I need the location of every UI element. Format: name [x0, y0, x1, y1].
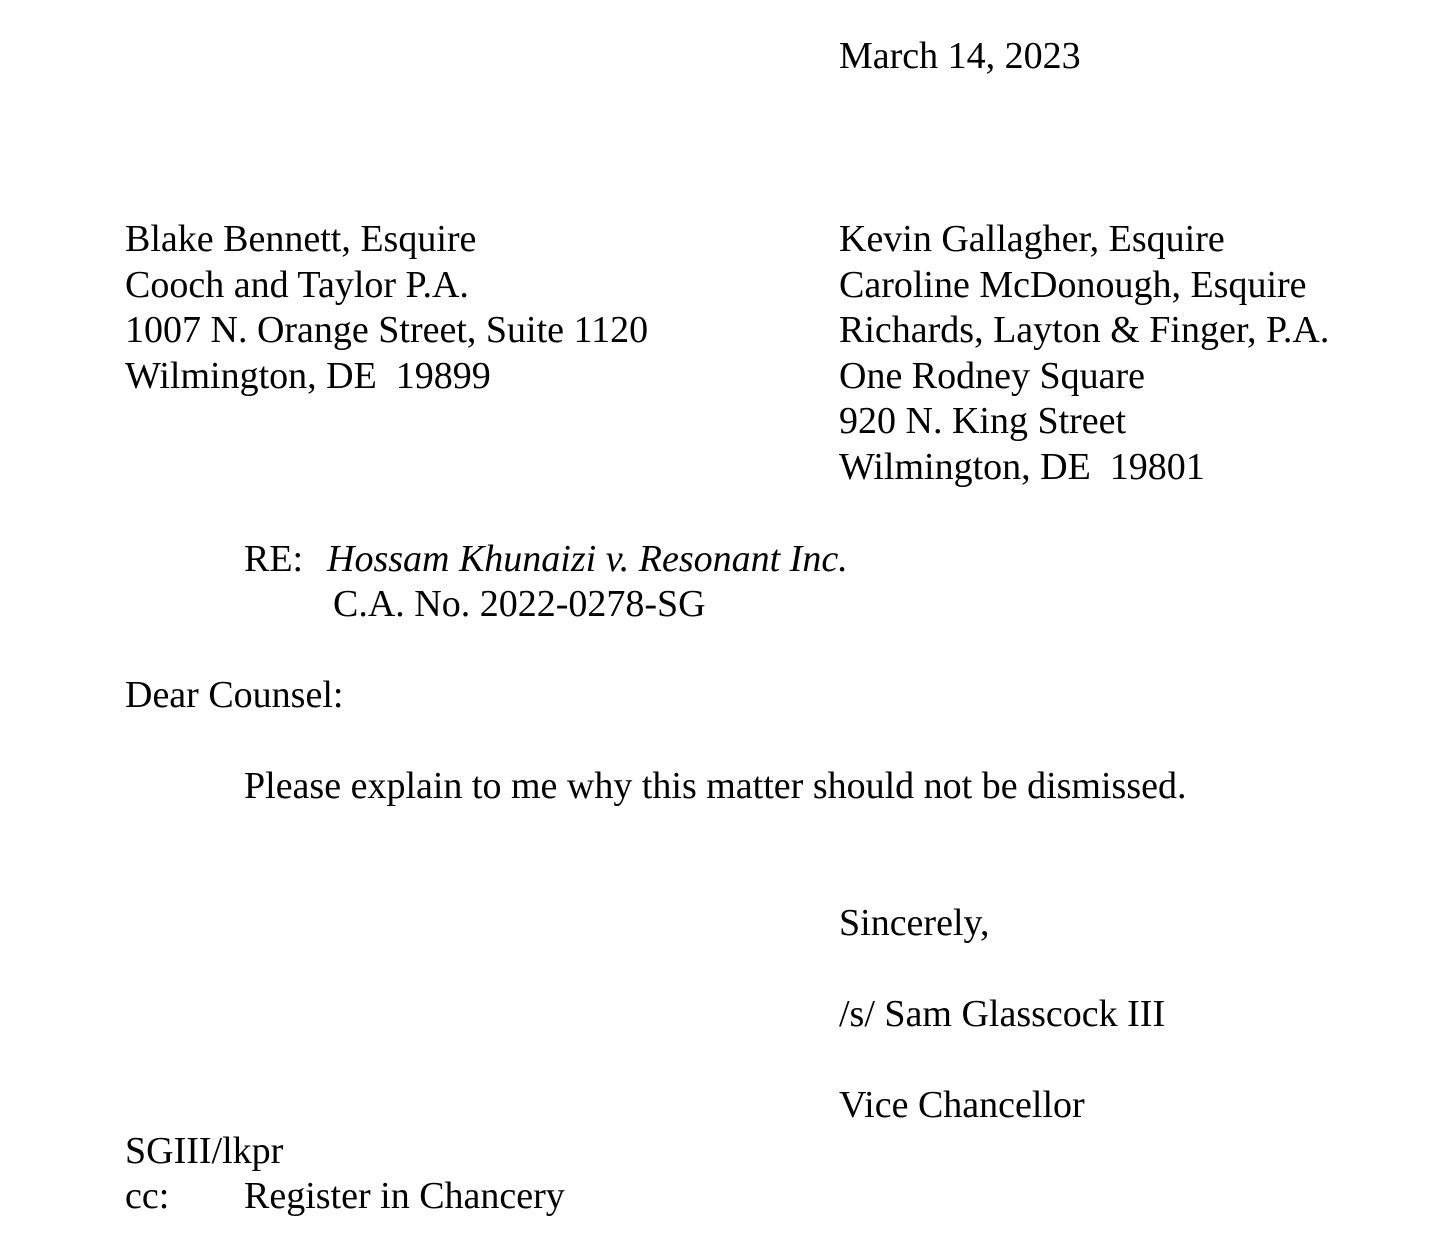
- salutation: Dear Counsel:: [125, 674, 344, 716]
- letter-date: March 14, 2023: [839, 35, 1081, 77]
- case-name: Hossam Khunaizi v. Resonant Inc.: [327, 538, 848, 580]
- letter-body: Please explain to me why this matter should not be dismissed.: [244, 765, 1187, 807]
- recipient-address-left: [125, 217, 648, 399]
- recipient-right-line: Kevin Gallagher, Esquire: [839, 218, 1225, 260]
- recipient-left-line: 1007 N. Orange Street, Suite 1120: [125, 309, 649, 351]
- recipient-right-line: 920 N. King Street: [839, 400, 1127, 442]
- recipient-left-line: Blake Bennett, Esquire: [125, 218, 477, 260]
- cc-label: cc:: [125, 1175, 170, 1217]
- recipient-left-line: Cooch and Taylor P.A.: [125, 263, 469, 306]
- signer-title: Vice Chancellor: [839, 1084, 1085, 1126]
- re-label: RE:: [244, 538, 304, 580]
- cc-recipient: Register in Chancery: [244, 1175, 565, 1217]
- recipient-address-right: [839, 217, 1329, 490]
- recipient-right-line: Wilmington, DE 19801: [839, 445, 1205, 488]
- signature: /s/ Sam Glasscock III: [839, 993, 1166, 1035]
- recipient-left-line: Wilmington, DE 19899: [125, 354, 491, 397]
- recipient-right-line: Richards, Layton & Finger, P.A.: [839, 309, 1330, 351]
- recipient-right-line: Caroline McDonough, Esquire: [839, 263, 1307, 306]
- initials: SGIII/lkpr: [125, 1130, 284, 1172]
- recipient-right-line: One Rodney Square: [839, 354, 1146, 397]
- closing: Sincerely,: [839, 902, 990, 944]
- case-number: C.A. No. 2022-0278-SG: [333, 583, 706, 625]
